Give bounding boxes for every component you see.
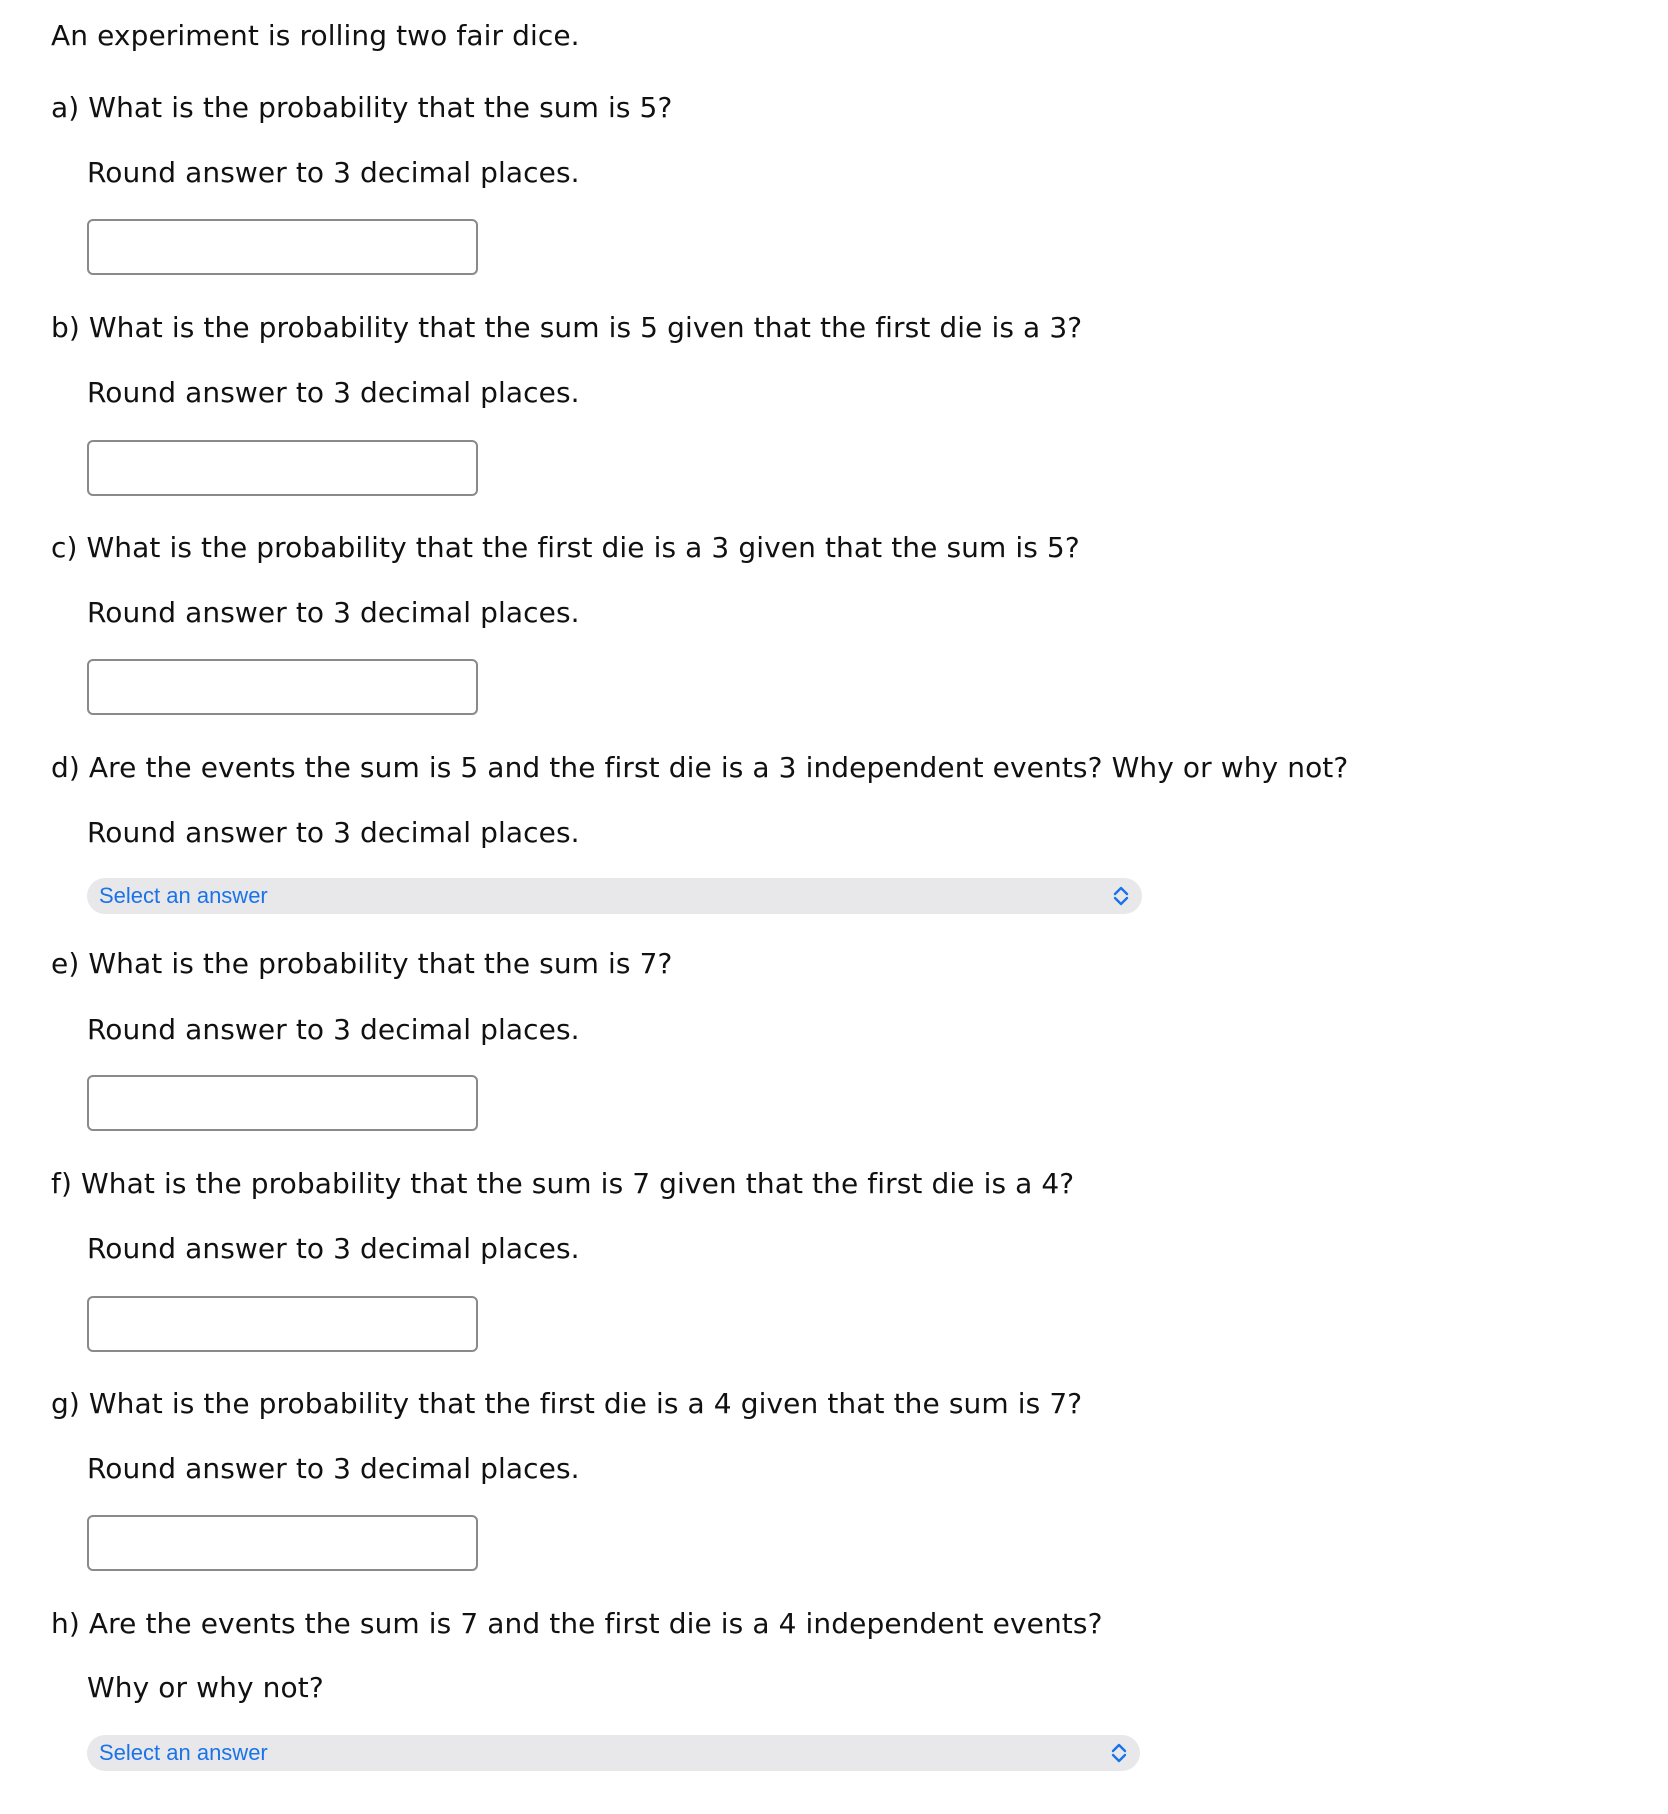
- question-g-answer-input[interactable]: [87, 1515, 478, 1571]
- question-e-prompt: e) What is the probability that the sum is 7?: [51, 947, 673, 980]
- question-f-instruction: Round answer to 3 decimal places.: [87, 1232, 580, 1265]
- question-d-prompt: d) Are the events the sum is 5 and the first die is a 3 independent events? Why or why not?: [51, 751, 1349, 784]
- question-b-instruction: Round answer to 3 decimal places.: [87, 376, 580, 409]
- question-g-prompt: g) What is the probability that the first die is a 4 given that the sum is 7?: [51, 1387, 1083, 1420]
- question-d-instruction: Round answer to 3 decimal places.: [87, 816, 580, 849]
- problem-intro: An experiment is rolling two fair dice.: [51, 19, 580, 52]
- question-a-instruction: Round answer to 3 decimal places.: [87, 156, 580, 189]
- chevron-up-down-icon: [1111, 885, 1131, 907]
- question-e-answer-input[interactable]: [87, 1075, 478, 1131]
- question-c-answer-input[interactable]: [87, 659, 478, 715]
- question-a-prompt: a) What is the probability that the sum is 5?: [51, 91, 673, 124]
- question-c-prompt: c) What is the probability that the first die is a 3 given that the sum is 5?: [51, 531, 1080, 564]
- question-g-instruction: Round answer to 3 decimal places.: [87, 1452, 580, 1485]
- question-h-answer-select[interactable]: [87, 1735, 1140, 1771]
- chevron-up-down-icon: [1109, 1742, 1129, 1764]
- question-a-answer-input[interactable]: [87, 219, 478, 275]
- question-h-instruction: Why or why not?: [87, 1671, 324, 1704]
- question-d-answer-select[interactable]: [87, 878, 1142, 914]
- question-c-instruction: Round answer to 3 decimal places.: [87, 596, 580, 629]
- question-f-prompt: f) What is the probability that the sum is 7 given that the first die is a 4?: [51, 1167, 1075, 1200]
- question-b-answer-input[interactable]: [87, 440, 478, 496]
- question-h-selected-value: Select an answer: [99, 1740, 268, 1765]
- question-h-prompt: h) Are the events the sum is 7 and the first die is a 4 independent events?: [51, 1607, 1103, 1640]
- question-d-selected-value: Select an answer: [99, 883, 268, 908]
- question-b-prompt: b) What is the probability that the sum is 5 given that the first die is a 3?: [51, 311, 1083, 344]
- question-e-instruction: Round answer to 3 decimal places.: [87, 1013, 580, 1046]
- question-f-answer-input[interactable]: [87, 1296, 478, 1352]
